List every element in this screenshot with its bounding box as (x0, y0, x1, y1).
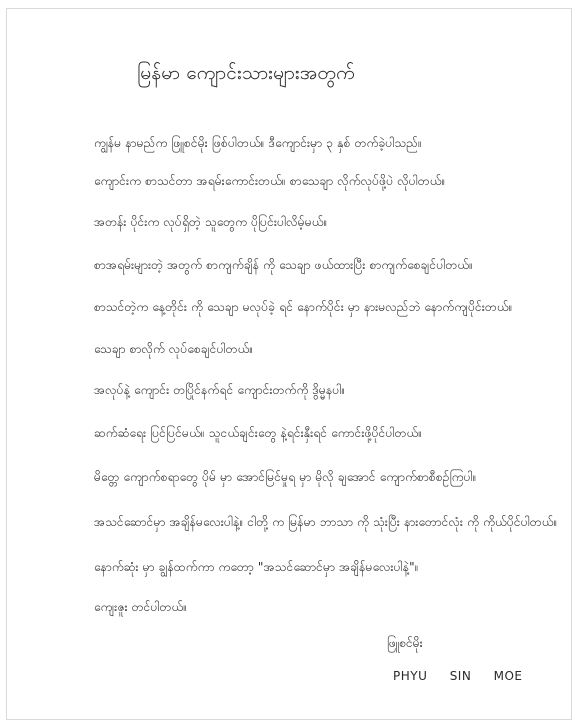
letter-line-3: အတန်း ပိုင်းက လုပ်ရှိတဲ့ သူတွေက ပိုပြင်းပါလိမ့်မယ်။ (94, 215, 328, 229)
letter-line-10: အသင်ဆောင်မှာ အချိန်မလေးပါနဲ့။ ငါတို့ က မြန်မာ ဘာသာ ကို သုံးပြီး နားတောင်လုံး ကို ကိုယ်ပိုင်ပါတယ်။ (94, 515, 558, 529)
signature-block (387, 635, 523, 683)
signature-name-myanmar: ဖြူစင်မိုး (387, 636, 423, 650)
letter-line-4: စာအရမ်းများတဲ့ အတွက် စာကျက်ချိန် ကို သေချာ ဖယ်ထားပြီး စာကျက်စေချင်ပါတယ်။ (94, 258, 474, 272)
letter-line-6: သေချာ စာလိုက် လုပ်စေချင်ပါတယ်။ (94, 342, 254, 356)
letter-line-7: အလုပ်နဲ့ ကျောင်း တပြိုင်နက်ရင် ကျောင်းတက်ကို ဒွိမ္မနပါ။ (94, 383, 346, 397)
letter-line-8: ဆက်ဆံရေး ပြင်ပြင်မယ်။ သူငယ်ချင်းတွေ နဲ့ရင်းနှီးရင် ကောင်းဖို့ပိုင်ပါတယ်။ (94, 426, 423, 440)
letter-line-2: ကျောင်းက စာသင်တာ အရမ်းကောင်းတယ်။ စာသေချာ လိုက်လုပ်ဖို့ပဲ လိုပါတယ်။ (94, 174, 446, 188)
signature-name-english: PHYU SIN MOE (393, 669, 523, 683)
letter-line-5: စာသင်တဲ့က နေ့တိုင်း ကို သေချာ မလုပ်ခဲ့ ရင် နောက်ပိုင်း မှာ နားမလည်ဘဲ နောက်ကျပိုင်းတယ်။ (94, 300, 513, 314)
letter-line-9: မိတ္တေ ကျောက်စရာတွေ ပိုမ် မှာ အောင်မြင်မှုရ မှာ မိုလို ချအောင် ကျောက်စာစီစဉ်ကြပါ။ (94, 470, 477, 484)
letter-line-1: ကျွန်မ နာမည်က ဖြူစင်မိုး ဖြစ်ပါတယ်။ ဒီကျောင်းမှာ ၃ နှစ် တက်ခဲ့ပါသည်။ (94, 136, 422, 150)
letter-line-12: ကျေးဇူး တင်ပါတယ်။ (94, 600, 188, 614)
letter-line-11: နောက်ဆုံး မှာ ချွန်ထက်ကာ ကတော့ "အသင်ဆောင်မှာ အချိန်မလေးပါနဲ့"။ (94, 560, 419, 574)
letter-title: မြန်မာ ကျောင်းသားများအတွက် (137, 62, 355, 84)
letter-page (6, 8, 572, 720)
